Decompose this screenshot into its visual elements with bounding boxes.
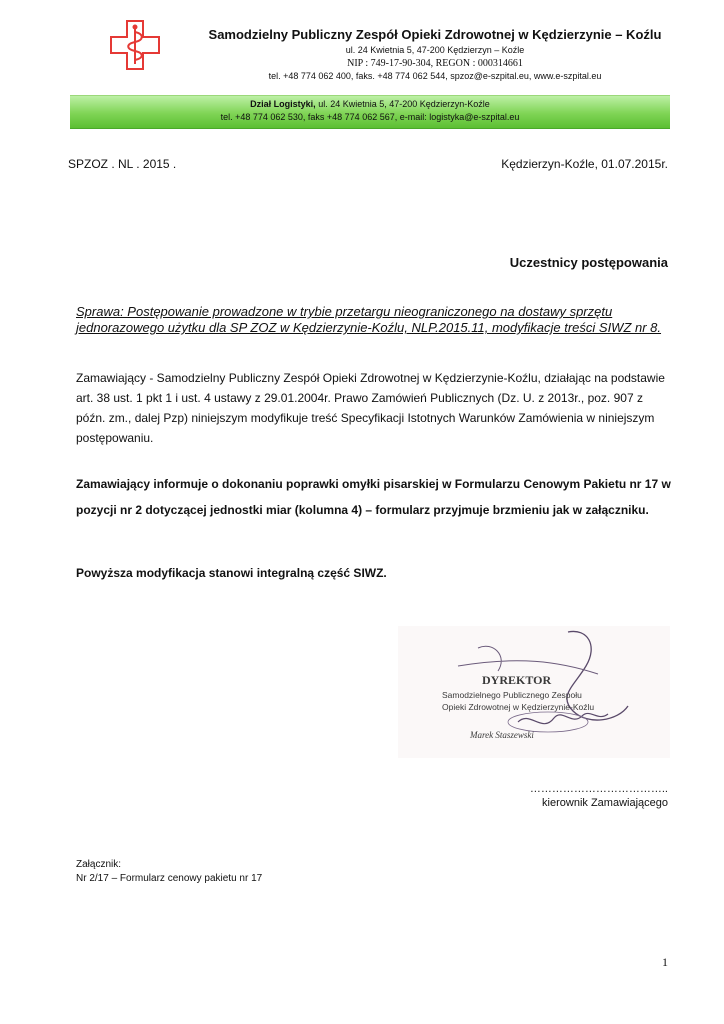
organization-address: ul. 24 Kwietnia 5, 47-200 Kędzierzyn – Koźle <box>345 45 525 55</box>
department-address: ul. 24 Kwietnia 5, 47-200 Kędzierzyn-Koźle <box>318 99 490 109</box>
place-date: Kędzierzyn-Koźle, 01.07.2015r. <box>501 157 668 171</box>
hospital-logo <box>108 18 162 72</box>
attachment-item: Nr 2/17 – Formularz cenowy pakietu nr 17 <box>76 873 263 884</box>
department-name: Dział Logistyki, <box>250 99 316 109</box>
reference-number: SPZOZ . NL . 2015 . <box>68 157 177 171</box>
stamp-line-2: Opieki Zdrowotnej w Kędzierzynie-Koźlu <box>442 702 595 712</box>
stamp-title: DYREKTOR <box>482 673 552 687</box>
body-paragraph-3: Powyższa modyfikacja stanowi integralną część SIWZ. <box>76 566 387 580</box>
organization-contact: tel. +48 774 062 400, faks. +48 774 062 544, spzoz@e-szpital.eu, www.e-szpital.eu <box>268 71 602 81</box>
signature-dots: ……………………………….. <box>529 783 668 795</box>
body-paragraph-1: Zamawiający - Samodzielny Publiczny Zespół Opieki Zdrowotnej w Kędzierzynie-Koźlu, działając na podstawie art. 38 ust. 1 pkt 1 i ust. 4 ustawy z 29.01.2004r. Prawo Zamówień Publicznych (Dz. U. z 2013r., poz. 907 z późn. zm., dalej Pzp) niniejszym modyfikuje treść Specyfikacji Istotnych Warunków Zamówienia w niniejszym postępowaniu. <box>76 371 665 445</box>
signature-stamp <box>398 626 670 758</box>
recipient: Uczestnicy postępowania <box>509 255 668 270</box>
organization-nip-regon: NIP : 749-17-90-304, REGON : 000314661 <box>347 58 523 69</box>
department-header-line <box>70 99 670 109</box>
department-contact: tel. +48 774 062 530, faks +48 774 062 567, e-mail: logistyka@e-szpital.eu <box>220 112 520 122</box>
page-number: 1 <box>662 955 668 969</box>
organization-name: Samodzielny Publiczny Zespół Opieki Zdrowotnej w Kędzierzynie – Koźlu <box>208 27 662 42</box>
subject-line: Sprawa: Postępowanie prowadzone w trybie przetargu nieograniczonego na dostawy sprzętu jednorazowego użytku dla SP ZOZ w Kędzierzynie-Koźlu, NLP.2015.11, modyfikacje treści SIWZ nr 8. <box>76 304 662 335</box>
stamp-line-1: Samodzielnego Publicznego Zespołu <box>442 690 582 700</box>
body-paragraph-2: Zamawiający informuje o dokonaniu poprawki omyłki pisarskiej w Formularzu Cenowym Pakietu nr 17 w pozycji nr 2 dotyczącej jednostki miar (kolumna 4) – formularz przyjmuje brzmieniu jak w załączniku. <box>76 477 671 517</box>
signature-role: kierownik Zamawiającego <box>542 797 668 809</box>
attachment-label: Załącznik: <box>76 859 122 870</box>
signature-graphic <box>398 626 670 758</box>
stamp-name: Marek Staszewski <box>470 730 534 740</box>
medical-cross-caduceus-icon <box>108 18 162 72</box>
